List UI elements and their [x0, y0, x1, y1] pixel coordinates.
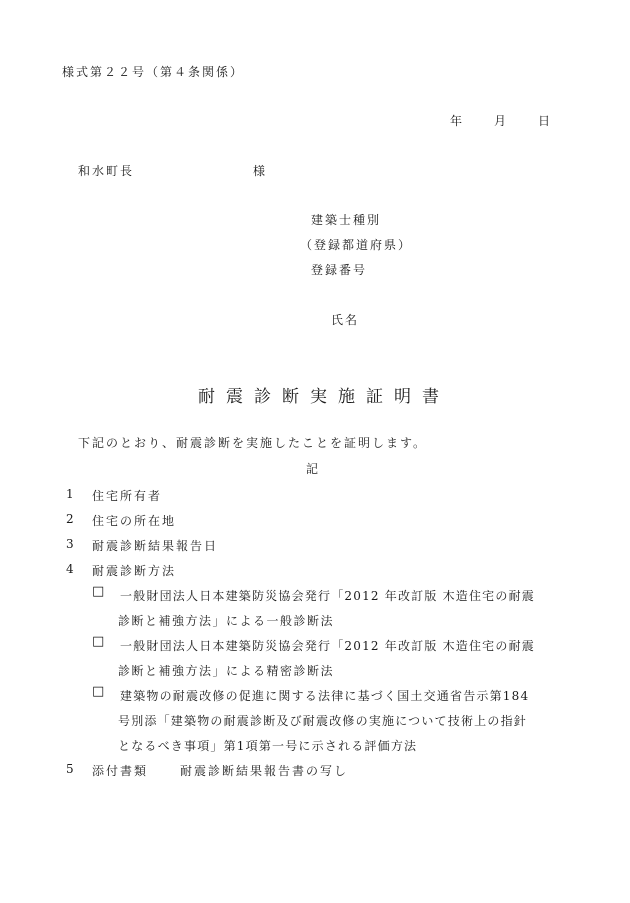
ki-heading: 記 [306, 462, 321, 476]
intro-statement: 下記のとおり、耐震診断を実施したことを証明します。 [78, 436, 428, 450]
date-day-label: 日 [538, 114, 553, 128]
item-number: 4 [66, 562, 76, 576]
checkbox-precise-diagnosis[interactable]: □ [92, 634, 105, 649]
attachment-value: 耐震診断結果報告書の写し [180, 764, 349, 778]
item-number: 3 [66, 537, 76, 551]
item-number: 1 [66, 487, 76, 501]
method-text-line: 一般財団法人日本建築防災協会発行「2012 年改訂版 木造住宅の耐震 [120, 639, 535, 653]
method-text-line: 号別添「建築物の耐震診断及び耐震改修の実施について技術上の指針 [118, 714, 527, 728]
method-text-line: 診断と補強方法」による一般診断法 [118, 614, 335, 628]
item-label-attachment: 添付書類 [92, 764, 149, 778]
registration-prefecture-label: （登録都道府県） [300, 238, 413, 252]
form-number: 様式第２２号（第４条関係） [62, 65, 245, 79]
method-text-line: 診断と補強方法」による精密診断法 [118, 664, 335, 678]
item-number: 5 [66, 762, 76, 776]
name-label: 氏名 [331, 313, 360, 327]
document-title: 耐震診断実施証明書 [198, 387, 450, 407]
addressee-honorific: 様 [253, 164, 268, 178]
addressee-name: 和水町長 [78, 164, 135, 178]
checkbox-general-diagnosis[interactable]: □ [92, 584, 105, 599]
method-text-line: となるべき事項」第1項第一号に示される評価方法 [118, 739, 418, 753]
date-year-label: 年 [450, 114, 465, 128]
date-month-label: 月 [494, 114, 509, 128]
checkbox-ministry-notice-method[interactable]: □ [92, 684, 105, 699]
item-label-location: 住宅の所在地 [92, 514, 177, 528]
method-text-line: 一般財団法人日本建築防災協会発行「2012 年改訂版 木造住宅の耐震 [120, 589, 535, 603]
item-label-method: 耐震診断方法 [92, 564, 177, 578]
item-label-owner: 住宅所有者 [92, 489, 163, 503]
item-number: 2 [66, 512, 76, 526]
architect-type-label: 建築士種別 [311, 213, 382, 227]
registration-number-label: 登録番号 [311, 263, 368, 277]
method-text-line: 建築物の耐震改修の促進に関する法律に基づく国土交通省告示第184 [120, 689, 530, 703]
item-label-report-date: 耐震診断結果報告日 [92, 539, 219, 553]
